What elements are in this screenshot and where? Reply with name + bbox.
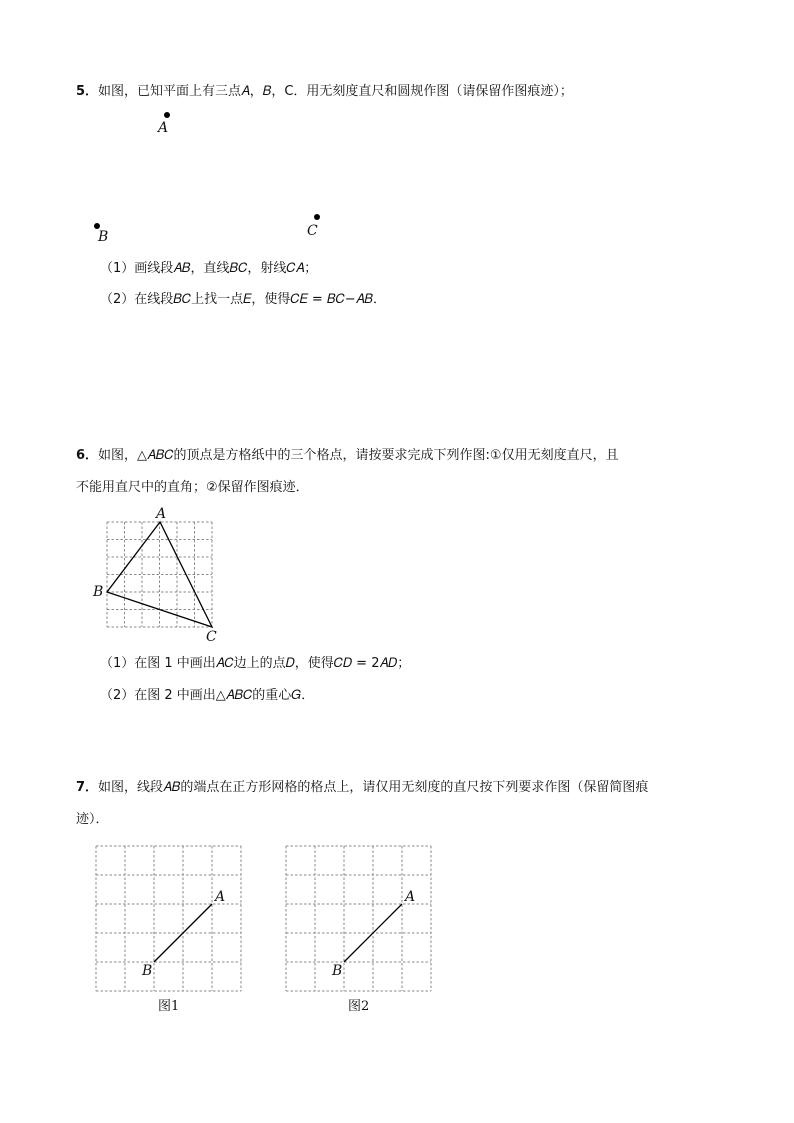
problem-6-figure <box>90 505 250 645</box>
problem-5-text: 如图，已知平面上有三点𝐴，𝐵，C．用无刻度直尺和圆规作图（请保留作图痕迹）； <box>98 84 573 99</box>
figure-1-label-a: 𝐴 <box>215 889 226 905</box>
problem-5-part-2: （2）在线段𝐵𝐶上找一点𝐸，使得𝐶𝐸 = 𝐵𝐶−𝐴𝐵． <box>100 292 386 307</box>
problem-7-figure-2 <box>280 840 450 1015</box>
problem-6-statement-line-1 <box>76 448 619 464</box>
problem-6-statement-line-2: 不能用直尺中的直角；②保留作图痕迹． <box>76 480 309 495</box>
problem-7-statement-line-1 <box>76 780 648 796</box>
problem-6-part-2: （2）在图 2 中画出△𝐴𝐵𝐶的重心𝐺． <box>100 688 315 703</box>
point-b-dot <box>94 223 100 229</box>
point-a-dot <box>164 112 170 118</box>
point-a-label: 𝐴 <box>158 120 169 136</box>
problem-5-part-1: （1）画线段𝐴𝐵，直线𝐵𝐶，射线𝐶𝐴； <box>100 261 318 276</box>
figure-2-label-b: 𝐵 <box>332 963 343 979</box>
figure-2-segment-ab <box>344 904 402 962</box>
problem-5-number: 5． <box>76 84 99 99</box>
figure-1-caption: 图1 <box>158 999 180 1014</box>
triangle-label-c: 𝐶 <box>206 629 217 645</box>
figure-2-caption: 图2 <box>348 999 370 1014</box>
problem-7-text-1: 如图，线段𝐴𝐵的端点在正方形网格的格点上，请仅用无刻度的直尺按下列要求作图（保留简图痕 <box>98 780 649 795</box>
figure-2-label-a: 𝐴 <box>405 889 416 905</box>
problem-7-figure-1 <box>90 840 260 1015</box>
figure-1-grid <box>96 846 241 991</box>
problem-6-text-1: 如图，△𝐴𝐵𝐶的顶点是方格纸中的三个格点，请按要求完成下列作图:①仅用无刻度直尺，且 <box>98 448 619 463</box>
triangle-label-a: 𝐴 <box>156 506 167 522</box>
problem-7-number: 7． <box>76 780 99 795</box>
problem-7-statement-line-2: 迹）． <box>76 812 109 827</box>
figure-1-segment-ab <box>154 904 212 962</box>
triangle-label-b: 𝐵 <box>93 584 104 600</box>
problem-5-statement <box>76 84 573 100</box>
figure-1-label-b: 𝐵 <box>142 963 153 979</box>
problem-6-grid <box>107 522 212 627</box>
problem-6-number: 6． <box>76 448 99 463</box>
point-c-label: 𝐶 <box>307 223 318 239</box>
figure-2-grid <box>286 846 431 991</box>
point-b-label: 𝐵 <box>98 229 109 245</box>
point-c-dot <box>314 214 320 220</box>
problem-6-part-1: （1）在图 1 中画出𝐴𝐶边上的点𝐷，使得𝐶𝐷 = 2𝐴𝐷； <box>100 656 411 671</box>
